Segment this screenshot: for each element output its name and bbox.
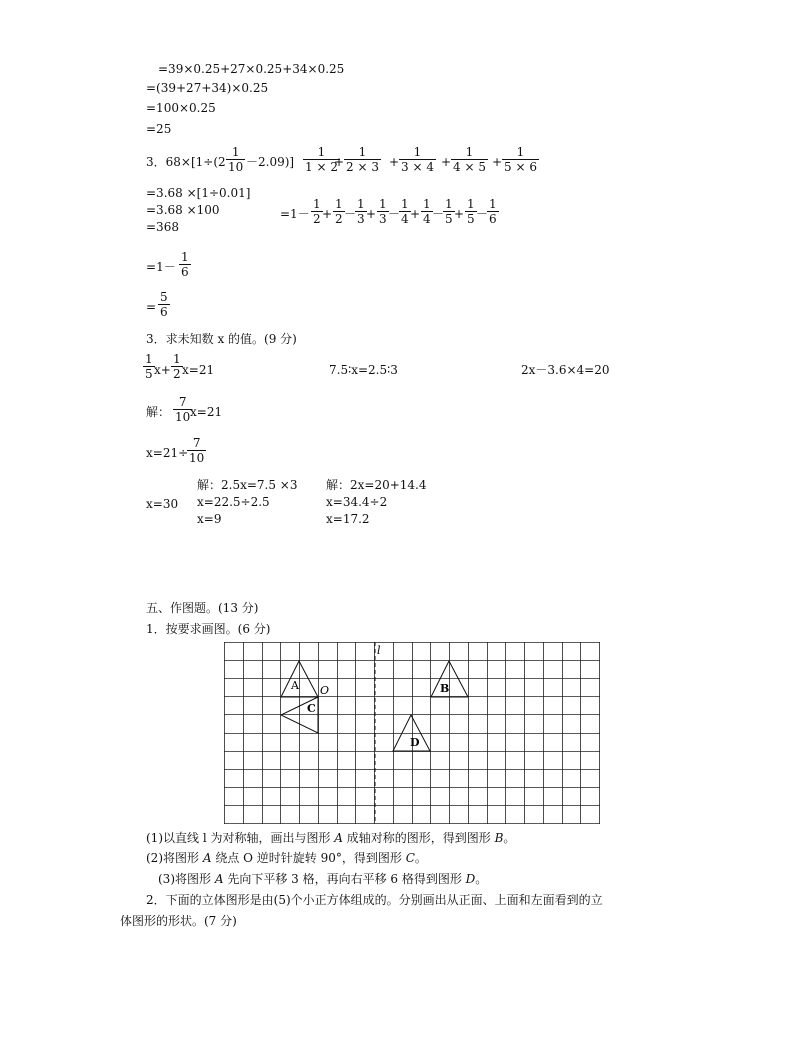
plus-sign: + [410, 207, 421, 221]
minus-sign: － [432, 207, 445, 221]
calc2-head-fraction: $\frac{1}{10}$ [228, 145, 244, 174]
label-d: D [410, 736, 420, 749]
q3-p1-mid: x+ [154, 363, 171, 377]
label-c: C [307, 702, 316, 715]
q3-p2-step3: x=9 [197, 512, 222, 526]
calc2-head-b: －2.09)] [246, 155, 295, 169]
instruction-item: (1)以直线 l 为对称轴，画出与图形 A 成轴对称的图形，得到图形 B。 [146, 831, 516, 845]
expansion-fraction: $\frac{1}{4}$ [401, 197, 409, 226]
calc3-result2-eq: = [146, 300, 157, 314]
q3-p3-step2: x=34.4÷2 [326, 495, 388, 509]
label-b: B [440, 682, 450, 695]
q3-p1-fraction2: $\frac{1}{2}$ [173, 352, 181, 381]
calc1-line3: =100×0.25 [146, 101, 216, 115]
plus-sign: + [322, 207, 333, 221]
expansion-lead: =1－ [280, 207, 310, 221]
grid-lines [224, 642, 600, 824]
q3-p1-step2-fraction: $\frac{7}{10}$ [189, 436, 205, 465]
plus-sign: + [454, 207, 465, 221]
q3-p2-equation: 7.5∶x=2.5∶3 [329, 363, 398, 377]
q3-p1-step2-pre: x=21÷ [146, 446, 189, 460]
plus-sign: + [334, 155, 345, 169]
q3-p3-equation: 2x－3.6×4=20 [521, 363, 610, 377]
calc3-result2-fraction: $\frac{5}{6}$ [160, 290, 168, 319]
q3-title: 3．求未知数 x 的值。(9 分) [146, 332, 297, 346]
calc3-result1-fraction: $\frac{1}{6}$ [181, 250, 189, 279]
q3-p3-step3: x=17.2 [326, 512, 370, 526]
q2-line1: 2．下面的立体图形是由(5)个小正方体组成的。分别画出从正面、上面和左面看到的立 [146, 893, 603, 907]
calc1-line2: =(39+27+34)×0.25 [146, 81, 269, 95]
drawing-grid [224, 642, 600, 824]
minus-sign: － [344, 207, 357, 221]
expansion-fraction: $\frac{1}{4}$ [423, 197, 431, 226]
sum-term-fraction: $\frac{1}{5 \times 6}$ [504, 145, 537, 174]
calc2-line2: =3.68 ×[1÷0.01] [146, 186, 251, 200]
q3-p3-step1: 解：2x=20+14.4 [326, 478, 427, 492]
plus-sign: + [389, 155, 400, 169]
expansion-fraction: $\frac{1}{3}$ [379, 197, 387, 226]
expansion-fraction: $\frac{1}{5}$ [467, 197, 475, 226]
q1-title: 1．按要求画图。(6 分) [146, 622, 271, 636]
calc2-line3: =3.68 ×100 [146, 203, 220, 217]
q3-p2-step1: 解：2.5x=7.5 ×3 [197, 478, 298, 492]
label-a: A [291, 679, 299, 692]
q3-p1-tail: x=21 [182, 363, 215, 377]
sum-term-fraction: $\frac{1}{4 \times 5}$ [453, 145, 486, 174]
calc3-result1-eq: =1－ [146, 260, 176, 274]
q3-p2-step2: x=22.5÷2.5 [197, 495, 270, 509]
expansion-fraction: $\frac{1}{6}$ [489, 197, 497, 226]
calc1-line1: =39×0.25+27×0.25+34×0.25 [158, 62, 345, 76]
minus-sign: － [476, 207, 489, 221]
q3-p1-step1-fraction: $\frac{7}{10}$ [175, 395, 191, 424]
q3-p1-fraction1: $\frac{1}{5}$ [145, 352, 153, 381]
instruction-item: (2)将图形 A 绕点 O 逆时针旋转 90°，得到图形 C。 [146, 851, 427, 865]
q2-line2: 体图形的形状。(7 分) [120, 914, 237, 928]
sum-term-fraction: $\frac{1}{2 \times 3}$ [346, 145, 379, 174]
q3-p1-step3: x=30 [146, 497, 179, 511]
plus-sign: + [492, 155, 503, 169]
sum-term-fraction: $\frac{1}{1 \times 2}$ [305, 145, 338, 174]
axis-label-l: l [377, 644, 381, 657]
expansion-fraction: $\frac{1}{3}$ [357, 197, 365, 226]
minus-sign: － [388, 207, 401, 221]
calc2-line4: =368 [146, 220, 179, 234]
expansion-fraction: $\frac{1}{2}$ [335, 197, 343, 226]
section5-title: 五、作图题。(13 分) [146, 601, 259, 615]
label-o: O [320, 684, 330, 697]
calc2-head-a: 3．68×[1÷(2 [146, 155, 226, 169]
instruction-item: (3)将图形 A 先向下平移 3 格，再向右平移 6 格得到图形 D。 [158, 872, 488, 886]
plus-sign: + [441, 155, 452, 169]
sum-term-fraction: $\frac{1}{3 \times 4}$ [401, 145, 434, 174]
plus-sign: + [366, 207, 377, 221]
expansion-fraction: $\frac{1}{5}$ [445, 197, 453, 226]
expansion-fraction: $\frac{1}{2}$ [313, 197, 321, 226]
q3-p1-step1-tail: x=21 [190, 405, 223, 419]
calc1-line4: =25 [146, 122, 172, 136]
q3-p1-step1-pre: 解： [146, 405, 171, 419]
